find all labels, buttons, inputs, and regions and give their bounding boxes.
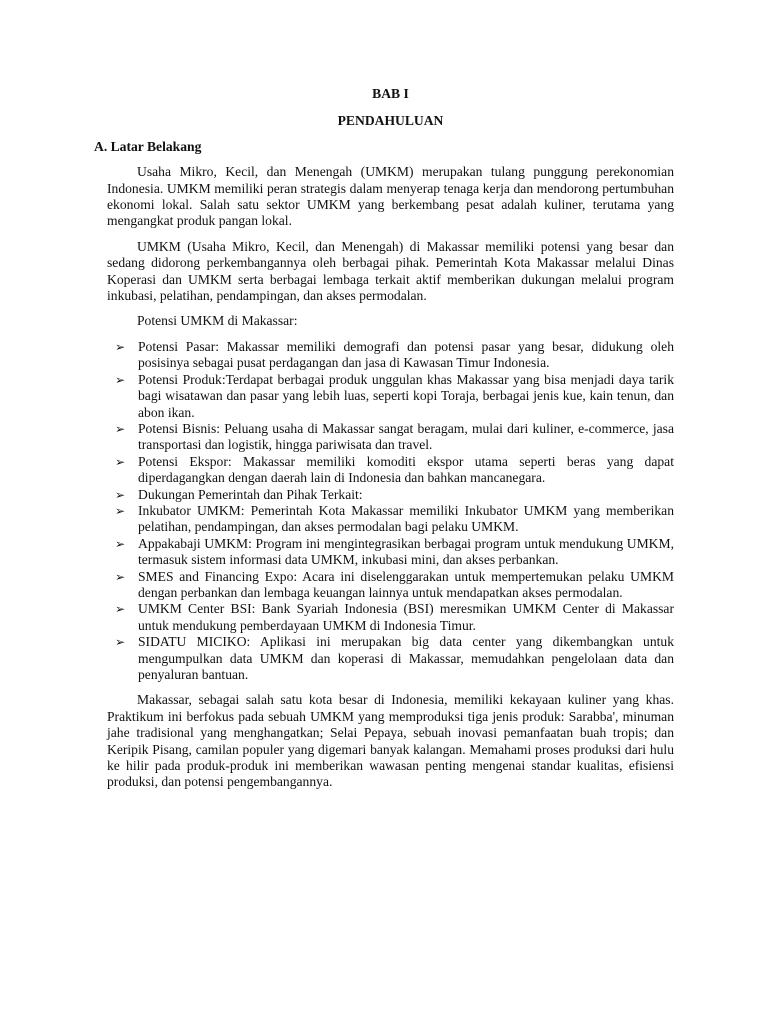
list-item — [107, 503, 674, 536]
list-item-text: SIDATU MICIKO: Aplikasi ini merupakan big data center yang dikembangkan untuk mengumpulkan data UMKM dan koperasi di Makassar, memudahkan pengelolaan data dan penyaluran bantuan. — [138, 634, 674, 682]
arrow-bullet-icon: ➢ — [115, 569, 126, 584]
paragraph-makassar-kuliner: Makassar, sebagai salah satu kota besar di Indonesia, memiliki kekayaan kuliner yang khas. Praktikum ini berfokus pada sebuah UMKM yang memproduksi tiga jenis produk: Sarabba', minuman jahe tradisional yang menghangatkan; Selai Pepaya, sebuah inovasi pemanfaatan buah tropis; dan Keripik Pisang, camilan populer yang digemari banyak kalangan. Memahami proses produksi dari hulu ke hilir pada produk-produk ini memberikan wawasan penting mengenai standar kualitas, efisiensi produksi, dan potensi pengembangannya. — [107, 692, 674, 790]
chapter-number: BAB I — [372, 86, 409, 101]
list-item-text: Potensi Ekspor: Makassar memiliki komoditi ekspor utama seperti beras yang dapat diperdagangkan dengan daerah lain di Indonesia dan bahkan mancanegara. — [138, 453, 674, 486]
document-page — [94, 86, 674, 791]
arrow-bullet-icon: ➢ — [115, 503, 126, 518]
list-item — [107, 601, 674, 634]
list-item-text: Dukungan Pemerintah dan Pihak Terkait: — [138, 486, 363, 502]
list-item — [107, 372, 674, 421]
list-item-text: Potensi Bisnis: Peluang usaha di Makassar sangat beragam, mulai dari kuliner, e-commerce, jasa transportasi dan logistik, hingga pariwisata dan travel. — [138, 420, 674, 453]
arrow-bullet-icon: ➢ — [115, 536, 126, 551]
arrow-bullet-icon: ➢ — [115, 635, 126, 650]
list-item-text: Appakabaji UMKM: Program ini mengintegrasikan berbagai program untuk mendukung UMKM, termasuk sistem informasi data UMKM, inkubasi mini, dan akses perbankan. — [138, 535, 674, 568]
chapter-title: PENDAHULUAN — [337, 113, 444, 129]
list-item-text: SMES and Financing Expo: Acara ini diselenggarakan untuk mempertemukan pelaku UMKM dengan perbankan dan lembaga keuangan lainnya untuk mendapatkan akses permodalan. — [138, 568, 674, 600]
list-intro: Potensi UMKM di Makassar: — [137, 313, 298, 329]
arrow-bullet-icon: ➢ — [115, 454, 126, 469]
list-item-text: Potensi Pasar: Makassar memiliki demografi dan potensi pasar yang besar, didukung oleh posisinya sebagai pusat perdagangan dan jasa di Kawasan Timur Indonesia. — [138, 338, 674, 371]
list-item — [107, 569, 674, 602]
list-item-text: Potensi Produk:Terdapat berbagai produk unggulan khas Makassar yang bisa menjadi daya tarik bagi wisatawan dan pasar yang lebih luas, seperti kopi Toraja, berbagai jenis kue, kain tenun, dan abon ikan. — [138, 371, 674, 420]
paragraph-umkm-makassar: UMKM (Usaha Mikro, Kecil, dan Menengah) di Makassar memiliki potensi yang besar dan sedang didorong perkembangannya oleh berbagai pihak. Pemerintah Kota Makassar melalui Dinas Koperasi dan UMKM serta berbagai lembaga terkait aktif memberikan dukungan melalui program inkubasi, pelatihan, pendampingan, dan akses permodalan. — [107, 238, 674, 304]
paragraph-intro-umkm: Usaha Mikro, Kecil, dan Menengah (UMKM) merupakan tulang punggung perekonomian Indonesia. UMKM memiliki peran strategis dalam menyerap tenaga kerja dan mendorong pertumbuhan ekonomi lokal. Salah satu sektor UMKM yang berkembang pesat adalah kuliner, terutama yang mengangkat produk pangan lokal. — [107, 164, 674, 229]
list-item — [107, 454, 674, 487]
arrow-bullet-icon: ➢ — [115, 421, 126, 436]
arrow-bullet-icon: ➢ — [115, 487, 126, 502]
arrow-bullet-icon: ➢ — [115, 372, 126, 387]
list-item-text: Inkubator UMKM: Pemerintah Kota Makassar memiliki Inkubator UMKM yang memberikan pelatihan, pendampingan, dan akses permodalan bagi pelaku UMKM. — [138, 502, 674, 535]
arrow-bullet-icon: ➢ — [115, 339, 126, 354]
list-item-text: UMKM Center BSI: Bank Syariah Indonesia (BSI) meresmikan UMKM Center di Makassar untuk mendukung pemberdayaan UMKM di Indonesia Timur. — [138, 601, 674, 633]
potensi-list — [107, 339, 674, 684]
list-item — [107, 536, 674, 569]
list-item — [107, 339, 674, 372]
list-item — [107, 421, 674, 454]
list-item — [107, 487, 674, 503]
list-item — [107, 634, 674, 683]
section-heading: A. Latar Belakang — [94, 138, 202, 154]
arrow-bullet-icon: ➢ — [115, 602, 126, 617]
